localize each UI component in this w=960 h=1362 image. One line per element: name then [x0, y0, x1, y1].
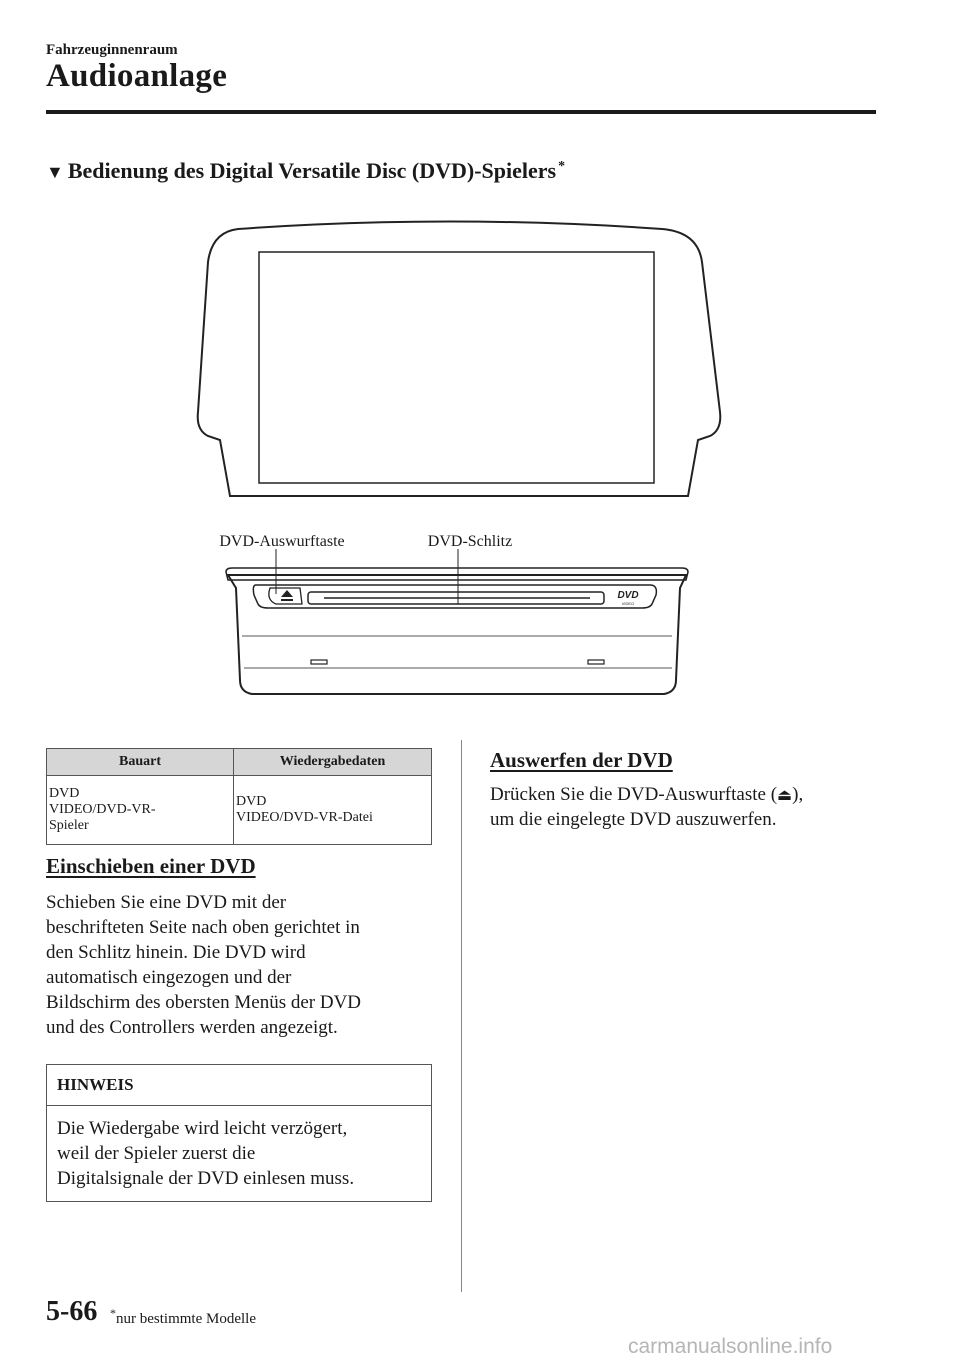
- eject-symbol-icon: ⏏: [777, 785, 793, 804]
- table-cell-data: DVD VIDEO/DVD-VR-Datei: [234, 776, 432, 845]
- page-title: Audioanlage: [46, 58, 228, 94]
- eject-button-icon: [281, 590, 293, 601]
- display-housing: [198, 222, 721, 497]
- asterisk-icon: *: [558, 158, 566, 174]
- breadcrumb: Fahrzeuginnenraum: [46, 42, 178, 58]
- insert-heading: Einschieben einer DVD: [46, 854, 256, 878]
- footnote: *nur bestimmte Modelle: [110, 1306, 256, 1327]
- table-cell-type: DVD VIDEO/DVD-VR- Spieler: [47, 776, 234, 845]
- callout-eject-button: DVD-Auswurftaste: [219, 533, 345, 550]
- note-heading: HINWEIS: [47, 1065, 431, 1106]
- note-box: [46, 1064, 432, 1202]
- asterisk-icon: *: [110, 1306, 116, 1320]
- spec-table: [46, 748, 432, 845]
- eject-heading: Auswerfen der DVD: [490, 748, 673, 772]
- section-heading-text: Bedienung des Digital Versatile Disc (DVD)-Spielers: [67, 158, 557, 183]
- display-screen: [259, 252, 654, 483]
- table-row: [47, 776, 432, 845]
- table-header-data: Wiedergabedaten: [234, 749, 432, 776]
- dvd-logo-subtext: VIDEO: [621, 601, 635, 606]
- table-header-type: Bauart: [47, 749, 234, 776]
- note-body: Die Wiedergabe wird leicht verzögert, weil der Spieler zuerst die Digitalsignale der DVD einlesen muss.: [57, 1118, 355, 1189]
- watermark: carmanualsonline.info: [628, 1335, 833, 1358]
- dvd-logo-icon: DVD: [617, 590, 639, 601]
- callout-dvd-slot: DVD-Schlitz: [427, 533, 513, 550]
- column-divider: [461, 740, 462, 1292]
- insert-paragraph: Schieben Sie eine DVD mit der beschrifteten Seite nach oben gerichtet in den Schlitz hinein. Die DVD wird automatisch eingezogen und der Bildschirm des obersten Menüs der DVD und des Controllers werden angezeigt.: [46, 892, 362, 1038]
- eject-paragraph: Drücken Sie die DVD-Auswurftaste (⏏), um die eingelegte DVD auszuwerfen.: [490, 784, 804, 830]
- triangle-marker-icon: ▼: [46, 162, 64, 182]
- page-number: 5-66: [46, 1296, 98, 1327]
